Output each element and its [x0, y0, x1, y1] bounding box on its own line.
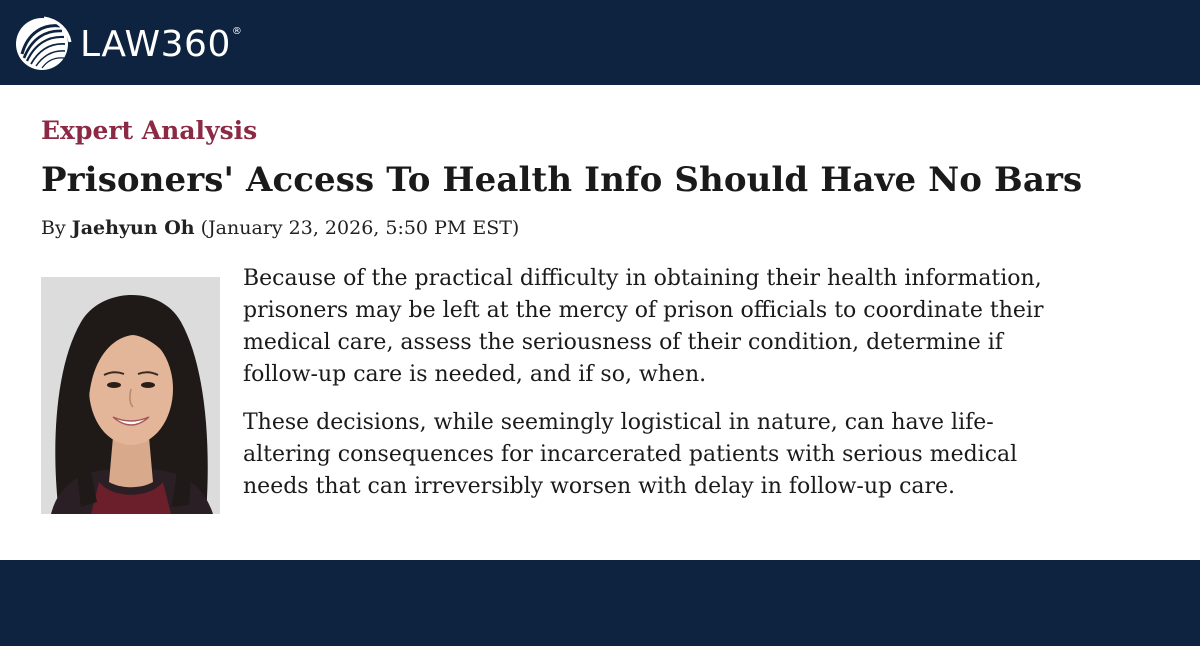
registered-mark: ® [231, 26, 242, 37]
author-photo [41, 277, 220, 514]
article-paragraph: Because of the practical difficulty in obtaining their health information, prisoners may be left at the mercy of prison officials to coordinate their medical care, assess the seriousness of their condition, determine if follow-up care is needed, and if so, when. [243, 266, 1044, 387]
byline-prefix: By [41, 217, 66, 239]
header-bar [0, 0, 1200, 85]
byline [41, 217, 519, 239]
brand-name: LAW360 [80, 23, 231, 65]
publish-date: (January 23, 2026, 5:50 PM EST) [200, 217, 520, 239]
author-name[interactable]: Jaehyun Oh [71, 217, 195, 239]
law360-logo[interactable] [14, 14, 242, 72]
article-body [243, 263, 1163, 503]
law360-swirl-icon [14, 14, 74, 72]
section-kicker[interactable]: Expert Analysis [41, 116, 258, 145]
article-headline[interactable]: Prisoners' Access To Health Info Should Have No Bars [41, 160, 1083, 200]
article-card [0, 85, 1200, 560]
footer-bar [0, 560, 1200, 646]
article-paragraph: These decisions, while seemingly logistical in nature, can have life- altering consequences for incarcerated patients with serious medical needs that can irreversibly worsen with delay in follow-up care. [243, 410, 1018, 499]
